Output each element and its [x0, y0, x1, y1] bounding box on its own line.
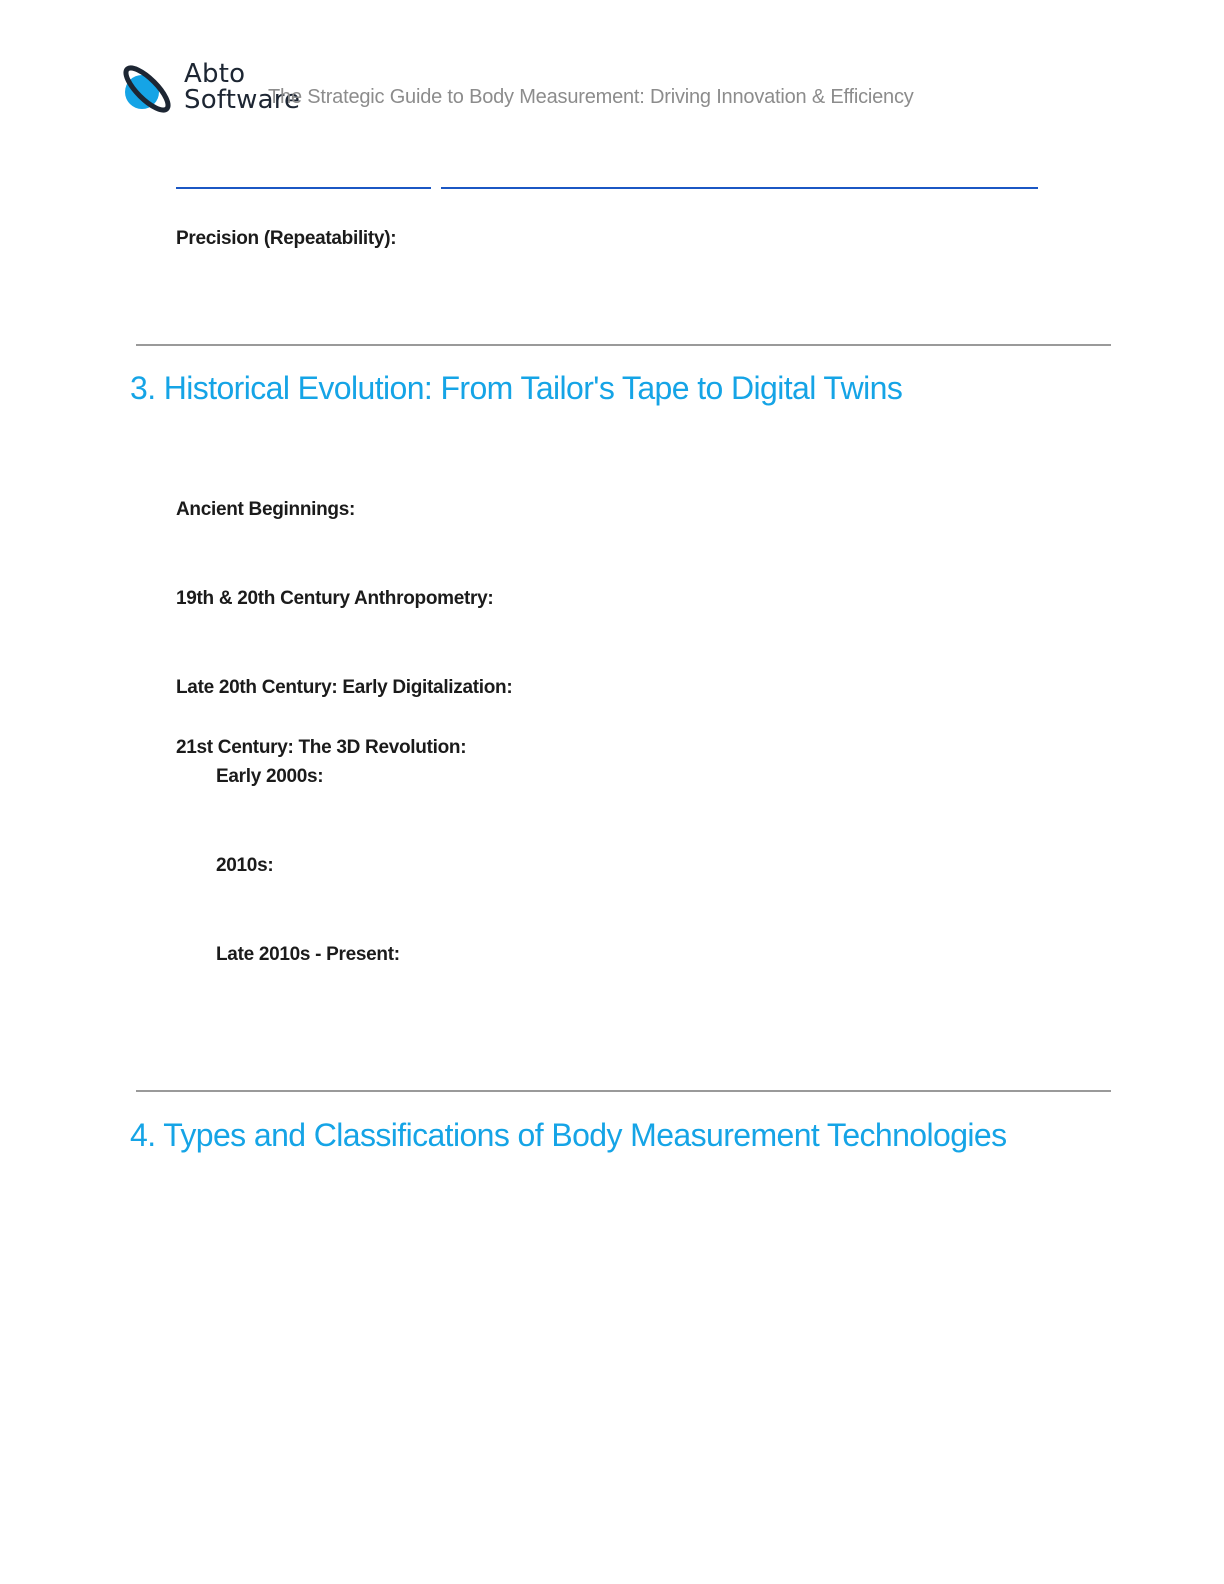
- running-header-title: The Strategic Guide to Body Measurement: Driving Innovation & Efficiency: [268, 86, 914, 108]
- logo-line-1: Abto: [184, 59, 246, 89]
- section-4-heading: 4. Types and Classifications of Body Measurement Technologies: [130, 1117, 1007, 1153]
- history-item-late-20th: Late 20th Century: Early Digitalization:: [176, 677, 513, 698]
- link-underline-right[interactable]: [441, 187, 1038, 189]
- history-subitem-early-2000s: Early 2000s:: [216, 766, 324, 787]
- history-item-19th-20th: 19th & 20th Century Anthropometry:: [176, 588, 494, 609]
- history-item-ancient: Ancient Beginnings:: [176, 499, 356, 520]
- section-divider-2: [136, 1090, 1111, 1092]
- link-underline-left[interactable]: [176, 187, 431, 189]
- logo-line-2: Software: [184, 85, 301, 115]
- section-3-heading: 3. Historical Evolution: From Tailor's Tape to Digital Twins: [130, 370, 903, 406]
- history-item-21st: 21st Century: The 3D Revolution:: [176, 737, 467, 758]
- section-divider-1: [136, 344, 1111, 346]
- history-subitem-late-2010s: Late 2010s - Present:: [216, 944, 400, 965]
- precision-label: Precision (Repeatability):: [176, 228, 397, 249]
- history-subitem-2010s: 2010s:: [216, 855, 274, 876]
- abto-logo-icon: [120, 62, 174, 116]
